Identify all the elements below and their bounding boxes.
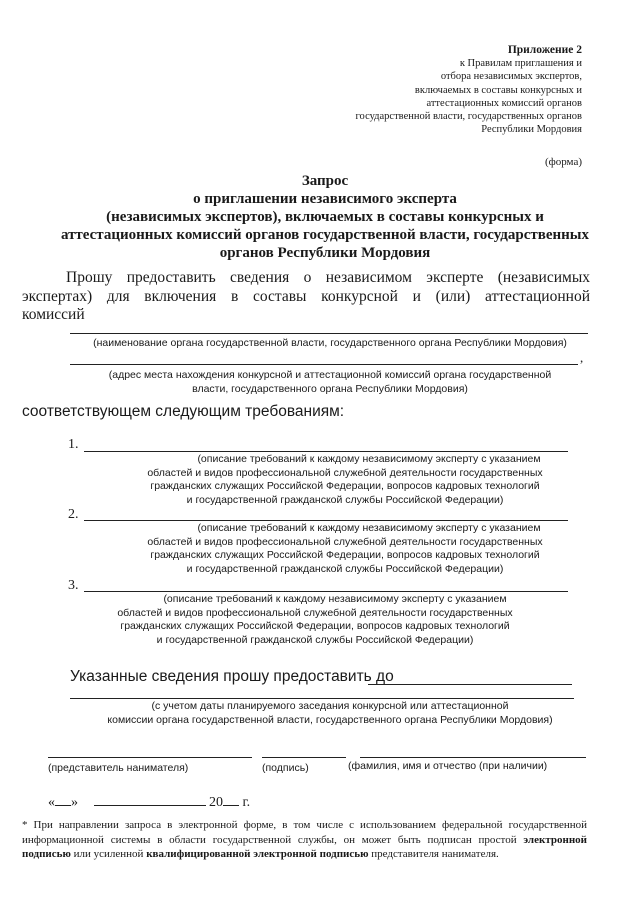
form-label: (форма) <box>544 156 582 168</box>
caption-line: (описание требований к каждому независимому эксперту с указанием <box>197 453 541 465</box>
until-caption <box>40 700 620 727</box>
until-extra-field[interactable] <box>70 698 574 699</box>
until-date-field[interactable] <box>368 684 572 685</box>
caption-line: гражданских служащих Российской Федерации, вопросов кадровых технологий <box>150 480 540 492</box>
caption-line: власти, государственного органа Республики Мордовия) <box>192 382 468 395</box>
intro-line: комиссий <box>22 306 85 323</box>
full-name-caption: (фамилия, имя и отчество (при наличии) <box>348 760 548 772</box>
caption-line: областей и видов профессиональной служебной деятельности государственных <box>147 535 543 548</box>
footnote-text: или усиленной <box>70 848 147 860</box>
caption-line: (описание требований к каждому независимому эксперту с указанием <box>163 593 507 605</box>
address-caption <box>40 369 620 396</box>
signature-caption: (подпись) <box>262 762 309 774</box>
intro-line: экспертах) для включения в составы конкурсной и (или) аттестационной <box>22 287 590 305</box>
org-name-caption: (наименование органа государственной власти, государственного органа Республики Мордовия) <box>93 337 567 349</box>
document-title <box>40 172 610 262</box>
requirement-number: 1. <box>68 437 79 452</box>
year-prefix: 20 <box>209 795 223 810</box>
caption-line: гражданских служащих Российской Федерации, вопросов кадровых технологий <box>120 620 510 632</box>
footnote <box>22 818 587 862</box>
requirement-3-caption <box>40 593 590 647</box>
requirement-number: 2. <box>68 507 79 522</box>
caption-line: гражданских служащих Российской Федерации, вопросов кадровых технологий <box>150 549 540 561</box>
requirement-1-field[interactable] <box>84 451 568 452</box>
footnote-bold: квалифицированной электронной подписью <box>146 848 369 860</box>
requirement-3-field[interactable] <box>84 591 568 592</box>
requirement-1-caption <box>70 453 620 507</box>
title-line: органов Республики Мордовия <box>219 245 431 261</box>
date-close-quote: » <box>71 795 78 810</box>
requirement-2-caption <box>70 522 620 576</box>
footnote-text: представителя нанимателя. <box>368 848 499 860</box>
date-open-quote: « <box>48 795 55 810</box>
title-line: Запрос <box>301 173 349 189</box>
caption-line: и государственной гражданской службы Российской Федерации) <box>186 562 504 575</box>
footnote-bold: электронной подписью <box>22 833 587 860</box>
caption-line: и государственной гражданской службы Российской Федерации) <box>186 493 504 506</box>
appendix-line: включаемых в составы конкурсных и <box>414 84 582 96</box>
requirement-number: 3. <box>68 578 79 593</box>
footnote-text: * При направлении запроса в электронной форме, в том числе с использованием федеральной государственной информационной системы в области государственной службы, он может быть подписан простой <box>22 819 587 846</box>
signature-field[interactable] <box>262 757 346 758</box>
until-text: Указанные сведения прошу предоставить до <box>70 668 394 685</box>
full-name-field[interactable] <box>360 757 586 758</box>
representative-field[interactable] <box>48 757 252 758</box>
caption-line: областей и видов профессиональной служебной деятельности государственных <box>147 466 543 479</box>
month-field[interactable] <box>94 805 206 806</box>
year-suffix: г. <box>239 795 251 810</box>
intro-line: Прошу предоставить сведения о независимом эксперте (независимых <box>66 269 590 286</box>
appendix-line: аттестационных комиссий органов <box>426 97 582 109</box>
appendix-title: Приложение 2 <box>507 44 582 56</box>
appendix-line: отбора независимых экспертов, <box>440 71 582 83</box>
year-field[interactable] <box>223 805 239 806</box>
intro-paragraph <box>22 269 590 325</box>
representative-caption: (представитель нанимателя) <box>48 762 189 774</box>
caption-line: и государственной гражданской службы Российской Федерации) <box>156 633 474 646</box>
appendix-line: государственной власти, государственных органов <box>355 111 582 123</box>
org-name-field[interactable] <box>70 333 588 334</box>
title-line: (независимых экспертов), включаемых в составы конкурсных и <box>106 209 544 225</box>
caption-line: областей и видов профессиональной служебной деятельности государственных <box>117 606 513 619</box>
address-comma: , <box>580 350 584 365</box>
caption-line: комиссии органа государственной власти, государственного органа Республики Мордовия) <box>107 713 553 726</box>
caption-line: (с учетом даты планируемого заседания конкурсной или аттестационной <box>151 700 509 712</box>
requirement-2-field[interactable] <box>84 520 568 521</box>
title-line: о приглашении независимого эксперта <box>193 191 457 207</box>
title-line: аттестационных комиссий органов государственной власти, государственных <box>60 227 590 243</box>
appendix-line: Республики Мордовия <box>481 124 582 136</box>
appendix-line: к Правилам приглашения и <box>459 58 582 70</box>
address-field[interactable] <box>70 364 578 365</box>
caption-line: (описание требований к каждому независимому эксперту с указанием <box>197 522 541 534</box>
day-field[interactable] <box>55 805 71 806</box>
appendix-block <box>282 44 582 136</box>
requirements-heading: соответствующем следующим требованиям: <box>22 403 345 420</box>
date-line <box>48 795 250 811</box>
caption-line: (адрес места нахождения конкурсной и аттестационной комиссий органа государственной <box>108 369 552 381</box>
